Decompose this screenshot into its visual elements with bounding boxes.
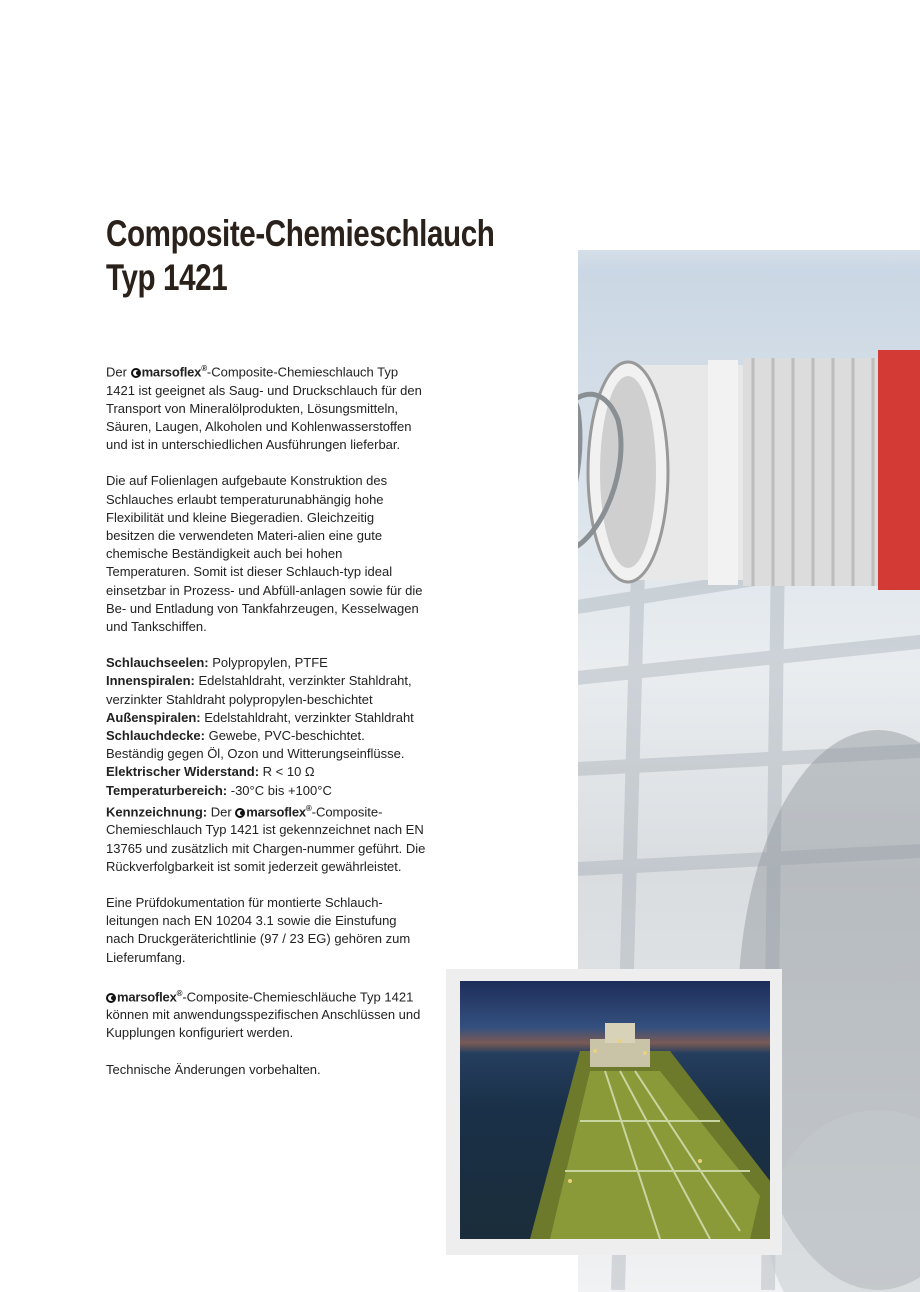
tanker-ship-photo	[460, 981, 770, 1239]
spec-list	[106, 654, 426, 876]
spec-innenspiralen: Innenspiralen: Edelstahldraht, verzinkter Stahldraht, verzinkter Stahldraht polypropylen-beschichtet	[106, 673, 412, 707]
photo-top-fade	[578, 180, 920, 270]
spec-temperatur: Temperaturbereich: -30°C bis +100°C	[106, 782, 332, 798]
spec-aussenspiralen: Außenspiralen: Edelstahldraht, verzinkter Stahldraht	[106, 709, 414, 725]
page-title	[106, 212, 494, 300]
logo-ring-icon	[106, 993, 116, 1003]
body-text	[106, 360, 426, 1097]
title-line-2: Typ 1421	[106, 257, 228, 298]
logo-ring-icon	[131, 368, 141, 378]
disclaimer: Technische Änderungen vorbehalten.	[106, 1061, 321, 1077]
spec-schlauchseelen: Schlauchseelen: Polypropylen, PTFE	[106, 655, 328, 671]
construction-paragraph: Die auf Folienlagen aufgebaute Konstruktion des Schlauches erlaubt temperaturunabhängig hohe Flexibilität und kleine Biegeradien. Gleichzeitig besitzen die verwendeten Materi-alien eine gute chemische Beständigkeit auch bei hohen Temperaturen. Somit ist dieser Schlauch-typ ideal einsetzbar in Prozess- und Abfüll-anlagen sowie für die Be- und Entladung von Tankfahrzeugen, Kesselwagen und Tankschiffen.	[106, 473, 423, 634]
configuration-paragraph: marsoflex®-Composite-Chemieschläuche Typ 1421 können mit anwendungsspezifischen Anschlüssen und Kupplungen konfiguriert werden.	[106, 985, 426, 1043]
logo-ring-icon	[235, 808, 245, 818]
title-line-1: Composite-Chemieschlauch	[106, 213, 495, 254]
spec-schlauchdecke: Schlauchdecke: Gewebe, PVC-beschichtet. Beständig gegen Öl, Ozon und Witterungseinflüsse.	[106, 727, 405, 762]
marsoflex-logo: marsoflex®	[131, 360, 207, 382]
marsoflex-logo: marsoflex®	[106, 985, 182, 1007]
marsoflex-logo: marsoflex®	[235, 800, 311, 822]
spec-widerstand: Elektrischer Widerstand: R < 10 Ω	[106, 764, 315, 780]
intro-paragraph: Der marsoflex®-Composite-Chemieschlauch Typ 1421 ist geeignet als Saug- und Druckschlauch für den Transport von Mineralölprodukten, Lösungsmitteln, Säuren, Laugen, Alkoholen und Kohlenwasserstoffen und ist in unterschiedlichen Ausführungen lieferbar.	[106, 360, 426, 454]
spec-kennzeichnung: Kennzeichnung: Der marsoflex®-Composite-Chemieschlauch Typ 1421 ist gekennzeichnet nach EN 13765 und zusätzlich mit Chargen-nummer geführt. Die Rückverfolgbarkeit ist somit jederzeit gewährleistet.	[106, 800, 426, 876]
tanker-deck-illustration	[460, 981, 770, 1239]
documentation-paragraph: Eine Prüfdokumentation für montierte Schlauch-leitungen nach EN 10204 3.1 sowie die Einstufung nach Druckgeräterichtlinie (97 / 23 EG) gehören zum Lieferumfang.	[106, 894, 411, 965]
